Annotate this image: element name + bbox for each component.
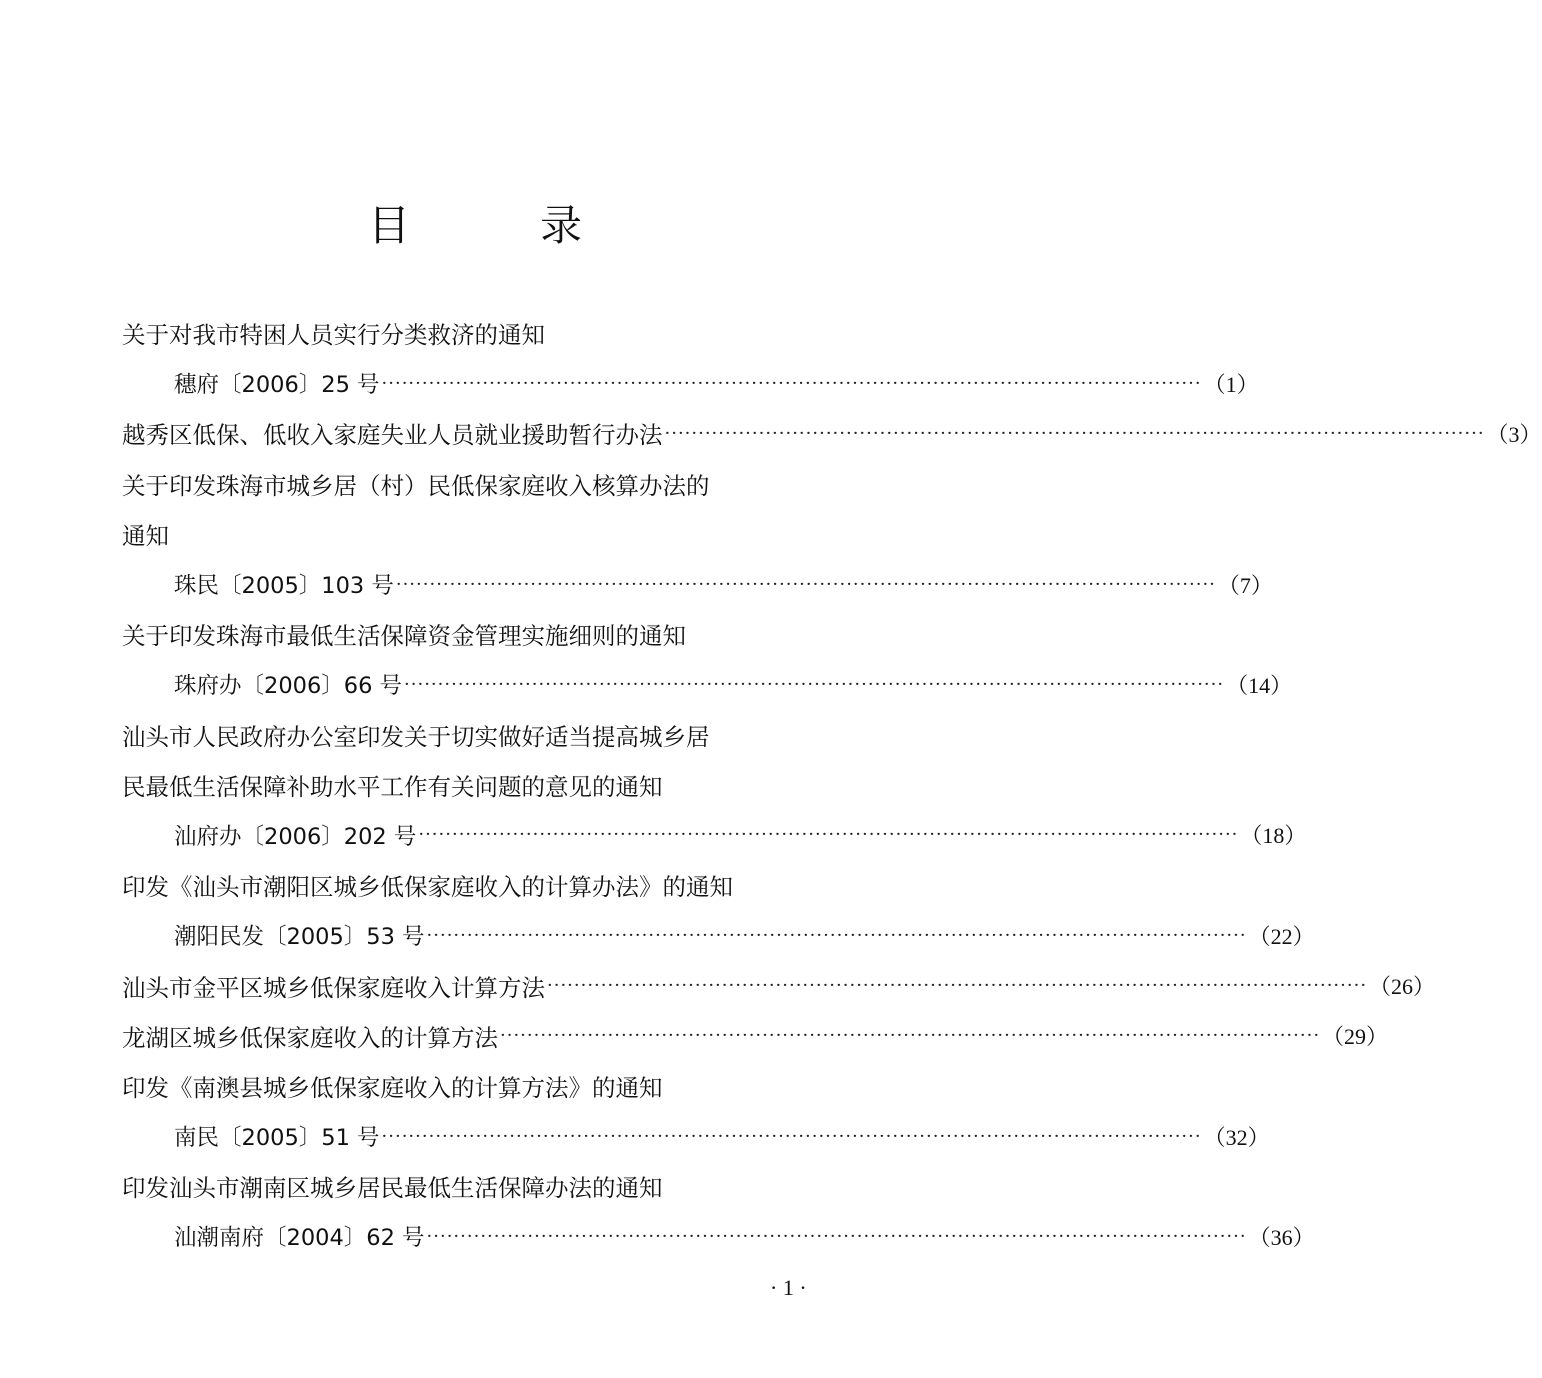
toc-doc-number[interactable] [122, 810, 1307, 860]
doc-number: 珠府办〔2006〕66 号 [174, 673, 403, 700]
page-ref: （7） [1217, 572, 1273, 598]
toc-entry[interactable] [122, 459, 828, 509]
page-ref: （3） [1486, 421, 1542, 447]
dot-leader [418, 824, 1238, 845]
page-ref: （22） [1248, 923, 1315, 949]
entry-title: 关于印发珠海市城乡居（村）民低保家庭收入核算办法的 [122, 471, 710, 500]
doc-number: 汕府办〔2006〕202 号 [174, 823, 417, 850]
dot-leader [427, 925, 1247, 946]
page-ref: （36） [1248, 1224, 1315, 1250]
toc-entry-continuation[interactable] [122, 760, 828, 810]
toc-entry[interactable] [122, 308, 828, 358]
doc-number: 穗府〔2006〕25 号 [174, 372, 380, 399]
entry-title: 关于印发珠海市最低生活保障资金管理实施细则的通知 [122, 622, 686, 651]
dot-leader [427, 1226, 1247, 1247]
page-number: · 1 · [770, 1275, 807, 1300]
entry-title: 印发《南澳县城乡低保家庭收入的计算方法》的通知 [122, 1073, 663, 1102]
page-ref: （14） [1226, 672, 1293, 698]
entry-title: 关于对我市特困人员实行分类救济的通知 [122, 321, 545, 350]
dot-leader [665, 423, 1485, 444]
toc-entry[interactable] [122, 1161, 828, 1211]
doc-number: 汕潮南府〔2004〕62 号 [174, 1225, 425, 1252]
dot-leader [404, 674, 1224, 695]
dot-leader [500, 1025, 1320, 1046]
toc-entry[interactable] [122, 408, 1542, 458]
table-of-contents [122, 308, 1542, 1262]
toc-entry-continuation[interactable] [122, 509, 828, 559]
toc-doc-number[interactable] [122, 358, 1259, 408]
toc-doc-number[interactable] [122, 910, 1315, 960]
doc-number: 珠民〔2005〕103 号 [174, 573, 394, 600]
toc-entry[interactable] [122, 710, 828, 760]
doc-number: 潮阳民发〔2005〕53 号 [174, 924, 425, 951]
page-title: 目 录 [367, 201, 626, 250]
dot-leader [382, 373, 1202, 394]
toc-doc-number[interactable] [122, 659, 1293, 709]
toc-entry[interactable] [122, 609, 828, 659]
dot-leader [396, 574, 1216, 595]
doc-number: 南民〔2005〕51 号 [174, 1125, 380, 1152]
toc-doc-number[interactable] [122, 1211, 1315, 1261]
dot-leader [382, 1126, 1202, 1147]
entry-title: 通知 [122, 521, 169, 550]
entry-title: 越秀区低保、低收入家庭失业人员就业援助暂行办法 [122, 421, 663, 450]
toc-entry[interactable] [122, 1011, 1389, 1061]
entry-title: 龙湖区城乡低保家庭收入的计算方法 [122, 1023, 498, 1052]
page-ref: （26） [1369, 974, 1436, 1000]
page-ref: （18） [1240, 823, 1307, 849]
entry-title: 汕头市人民政府办公室印发关于切实做好适当提高城乡居 [122, 722, 710, 751]
toc-doc-number[interactable] [122, 1111, 1270, 1161]
page-ref: （29） [1322, 1024, 1389, 1050]
toc-entry[interactable] [122, 960, 1436, 1010]
toc-entry[interactable] [122, 860, 828, 910]
entry-title: 印发《汕头市潮阳区城乡低保家庭收入的计算办法》的通知 [122, 873, 733, 902]
dot-leader [547, 975, 1367, 996]
toc-entry[interactable] [122, 1061, 828, 1111]
entry-title: 民最低生活保障补助水平工作有关问题的意见的通知 [122, 772, 663, 801]
page-ref: （1） [1203, 371, 1259, 397]
entry-title: 印发汕头市潮南区城乡居民最低生活保障办法的通知 [122, 1174, 663, 1203]
entry-title: 汕头市金平区城乡低保家庭收入计算方法 [122, 973, 545, 1002]
page-ref: （32） [1203, 1124, 1270, 1150]
toc-doc-number[interactable] [122, 559, 1273, 609]
